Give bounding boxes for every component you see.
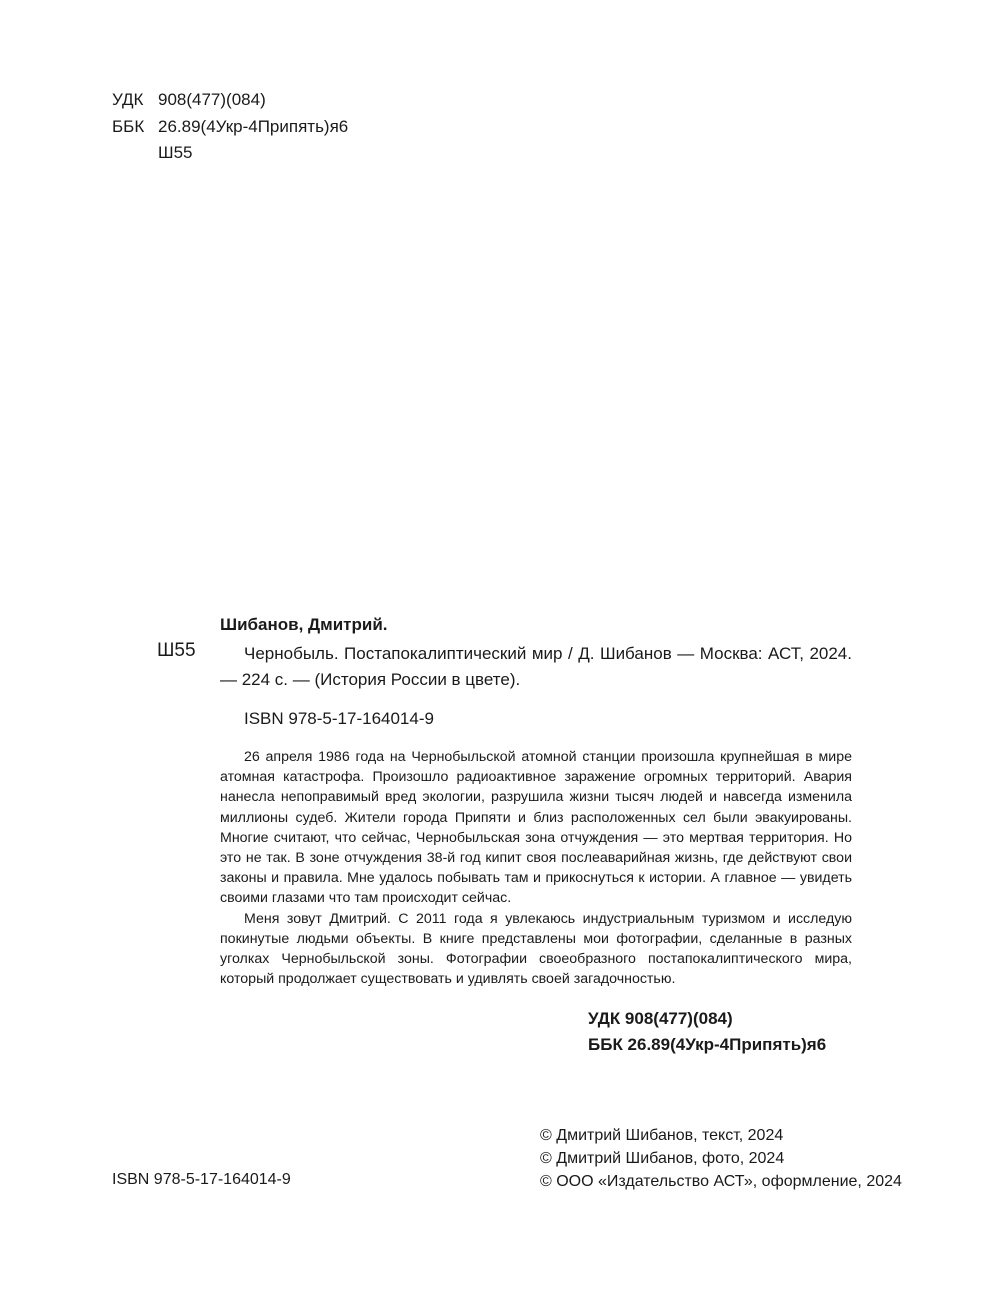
bbk-label: ББК [112,117,145,136]
card-udk-line: УДК 908(477)(084) [588,1009,733,1028]
annotation-paragraph: Меня зовут Дмитрий. С 2011 года я увлекаюсь индустриальным туризмом и исследую покинутые людьми объекты. В книге представлены мои фотографии, сделанные в разных уголках Чернобыльской зоны. Фотографии своеобразного постапокалиптического мира, который продолжает существовать и удивлять своей загадочностью. [220,910,852,988]
card-isbn: ISBN 978-5-17-164014-9 [244,709,434,728]
bbk-value: 26.89(4Укр-4Припять)я6 [158,117,349,136]
top-bbk-line [112,114,348,140]
card-bbk-line: ББК 26.89(4Укр-4Припять)я6 [588,1035,827,1054]
copyright-block [540,1124,902,1193]
card-annotation [220,747,852,989]
copyright-line-design: © ООО «Издательство АСТ», оформление, 2024 [540,1173,902,1190]
copyright-line-text: © Дмитрий Шибанов, текст, 2024 [540,1127,784,1144]
bottom-isbn: ISBN 978-5-17-164014-9 [112,1171,291,1188]
udk-label: УДК [112,90,144,109]
udk-value: 908(477)(084) [158,90,266,109]
copyright-line-photo: © Дмитрий Шибанов, фото, 2024 [540,1150,785,1167]
card-author: Шибанов, Дмитрий. [220,615,388,634]
card-title-line: Чернобыль. Постапокалиптический мир / Д. Шибанов — Москва: АСТ, 2024. — 224 с. — (История России в цвете). [220,644,852,689]
top-author-code: Ш55 [158,143,193,162]
top-udk-line [112,87,266,113]
card-classification [588,1006,826,1058]
annotation-paragraph: 26 апреля 1986 года на Чернобыльской атомной станции произошла крупнейшая в мире атомная катастрофа. Произошло радиоактивное заражение огромных территорий. Авария нанесла непоправимый вред экологии, разрушила жизни тысяч людей и навсегда изменила миллионы судеб. Жители города Припяти и близ расположенных сел были эвакуированы. Многие считают, что сейчас, Чернобыльская зона отчуждения — это мертвая территория. Но это не так. В зоне отчуждения 38-й год кипит своя послеаварийная жизнь, где действуют свои законы и правила. Мне удалось побывать там и прикоснуться к истории. А главное — увидеть своими глазами что там происходит сейчас. [220,749,852,907]
card-author-code: Ш55 [157,640,196,661]
